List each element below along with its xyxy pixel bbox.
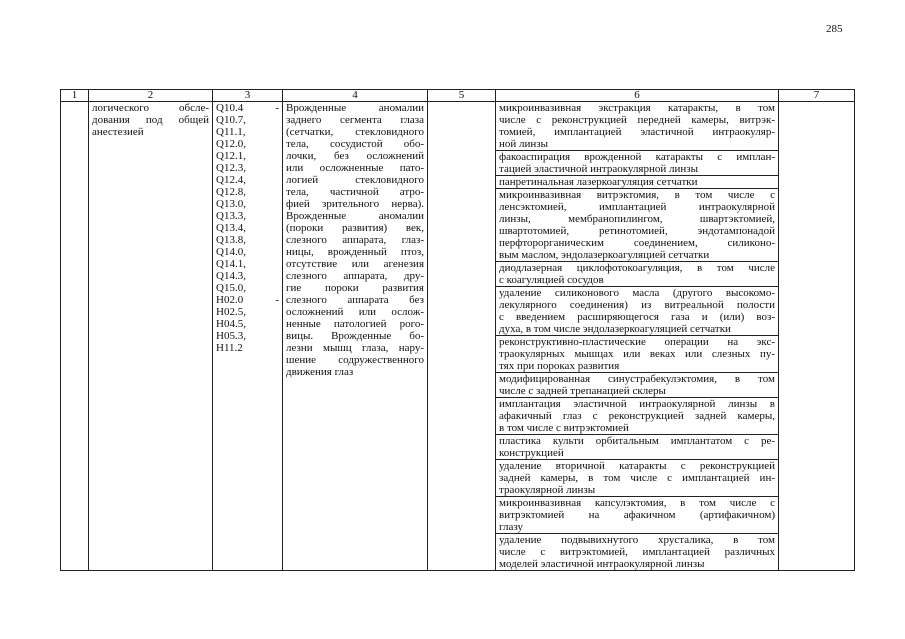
- method-line: факоаспирация врожденной катаракты с имплан-: [499, 151, 775, 163]
- column-number-7: 7: [779, 90, 855, 102]
- icd-code: [216, 222, 279, 234]
- method-line: удаление силиконового масла (другого высокомо-: [499, 287, 775, 299]
- icd-code: [216, 294, 279, 306]
- method-line: микроинвазивная витрэктомия, в том числе с: [499, 189, 775, 201]
- icd-code: [216, 234, 279, 246]
- icd-code: [216, 174, 279, 186]
- method-line: тацией эластичной интраокулярной линзы: [499, 163, 699, 175]
- diagnosis-line: Врожденные аномалии: [286, 210, 424, 222]
- method-line: удаление вторичной катаракты с реконструкцией: [499, 460, 775, 472]
- method-item: [496, 151, 778, 176]
- method-line: числе с задней трепанацией склеры: [499, 385, 666, 397]
- diagnosis-line: или осложненные пато-: [286, 162, 424, 174]
- column-number-2: 2: [89, 90, 213, 102]
- diagnosis-line: логией стекловидного: [286, 174, 424, 186]
- method-line: числе с витрэктомией, имплантацией различных: [499, 546, 775, 558]
- cell-icd-codes: [213, 102, 283, 571]
- method-line: конструкцией: [499, 447, 564, 459]
- procedure-name-line: дования под общей: [92, 114, 209, 126]
- method-line: швартотомией, ретинотомией, эндотампонадой: [499, 225, 775, 237]
- procedure-name-line: анестезией: [92, 126, 144, 138]
- method-line: с введением расширяющегося газа и (или) воз-: [499, 311, 775, 323]
- method-line: задней камеры, в том числе с имплантацией ин-: [499, 472, 775, 484]
- icd-code: [216, 114, 279, 126]
- icd-code-value: Q13.3,: [216, 210, 246, 222]
- method-line: с коагуляцией сосудов: [499, 274, 604, 286]
- icd-code: [216, 258, 279, 270]
- icd-code: [216, 270, 279, 282]
- diagnosis-line: (сетчатки, стекловидного: [286, 126, 424, 138]
- cell-norm: [779, 102, 855, 571]
- diagnosis-line: гие пороки развития: [286, 282, 424, 294]
- method-item: [496, 398, 778, 435]
- icd-code-value: Q11.1,: [216, 126, 246, 138]
- icd-code-dash: -: [275, 102, 279, 114]
- icd-code: [216, 318, 279, 330]
- diagnosis-line: слезного аппарата без: [286, 294, 424, 306]
- diagnosis-line: ненные патологией рого-: [286, 318, 424, 330]
- icd-code: [216, 138, 279, 150]
- cell-procedure-name: [89, 102, 213, 571]
- diagnosis-line: отсутствие или агенезия: [286, 258, 424, 270]
- table-header-row: [61, 90, 855, 102]
- icd-code-value: Q13.0,: [216, 198, 246, 210]
- method-line: лекулярного соединения) из витреальной полости: [499, 299, 775, 311]
- method-item: [496, 287, 778, 336]
- icd-code-value: Q12.3,: [216, 162, 246, 174]
- method-line: глазу: [499, 521, 523, 533]
- method-item: [496, 189, 778, 262]
- icd-code-value: Q13.8,: [216, 234, 246, 246]
- method-item: [496, 102, 778, 151]
- icd-code-value: Q10.7,: [216, 114, 246, 126]
- column-number-1: 1: [61, 90, 89, 102]
- cell-diagnosis-description: [283, 102, 428, 571]
- method-line: микроинвазивная капсулэктомия, в том числе с: [499, 497, 775, 509]
- diagnosis-line: фией зрительного нерва).: [286, 198, 424, 210]
- method-line: духа, в том числе эндолазеркоагуляцией сетчатки: [499, 323, 731, 335]
- icd-code-value: Q14.1,: [216, 258, 246, 270]
- diagnosis-line: (пороки развития) век,: [286, 222, 424, 234]
- method-item: [496, 534, 778, 570]
- method-line: диодлазерная циклофотокоагуляция, в том числе: [499, 262, 775, 274]
- method-line: пластика культи орбитальным имплантатом с ре-: [499, 435, 775, 447]
- icd-code: [216, 282, 279, 294]
- method-line: в том числе с витрэктомией: [499, 422, 629, 434]
- icd-code-value: H02.0: [216, 294, 244, 306]
- method-line: афакичный глаз с реконструкцией задней камеры,: [499, 410, 775, 422]
- diagnosis-line: ницы, врожденный птоз,: [286, 246, 424, 258]
- method-line: томией, имплантацией эластичной интраокуляр-: [499, 126, 775, 138]
- icd-code-value: Q12.8,: [216, 186, 246, 198]
- method-line: траокулярных мышцах или веках или слезных пу-: [499, 348, 775, 360]
- icd-code: [216, 330, 279, 342]
- diagnosis-line: вицы. Врожденные бо-: [286, 330, 424, 342]
- diagnosis-line: слезного аппарата, дру-: [286, 270, 424, 282]
- icd-code-value: Q14.0,: [216, 246, 246, 258]
- icd-code-value: Q13.4,: [216, 222, 246, 234]
- icd-code: [216, 246, 279, 258]
- method-line: ленсэктомией, имплантацией интраокулярной: [499, 201, 775, 213]
- icd-code: [216, 126, 279, 138]
- method-line: микроинвазивная экстракция катаракты, в том: [499, 102, 775, 114]
- method-item: [496, 497, 778, 534]
- diagnosis-line: шение содружественного: [286, 354, 424, 366]
- diagnosis-line: тела, сосудистой обо-: [286, 138, 424, 150]
- method-line: ной линзы: [499, 138, 549, 150]
- method-line: линзы, мембранопилингом, швартэктомией,: [499, 213, 775, 225]
- method-item: [496, 176, 778, 189]
- icd-code-value: Q10.4: [216, 102, 244, 114]
- method-line: удаление подвывихнутого хрусталика, в том: [499, 534, 775, 546]
- icd-code-dash: -: [275, 294, 279, 306]
- method-line: перфторорганическим соединением, силиконо-: [499, 237, 775, 249]
- column-number-4: 4: [283, 90, 428, 102]
- icd-code: [216, 342, 279, 354]
- diagnosis-line: движения глаз: [286, 366, 354, 378]
- icd-code: [216, 150, 279, 162]
- cell-methods-list: [496, 102, 779, 571]
- diagnosis-line: заднего сегмента глаза: [286, 114, 424, 126]
- icd-code-value: Q12.4,: [216, 174, 246, 186]
- diagnosis-line: лочки, без осложнений: [286, 150, 424, 162]
- icd-code: [216, 198, 279, 210]
- icd-code: [216, 186, 279, 198]
- column-number-6: 6: [496, 90, 779, 102]
- diagnosis-line: тела, частичной атро-: [286, 186, 424, 198]
- page-number: 285: [826, 23, 843, 35]
- procedures-table: [60, 89, 855, 571]
- diagnosis-line: слезного аппарата, глаз-: [286, 234, 424, 246]
- method-item: [496, 435, 778, 460]
- procedure-name-line: логического обсле-: [92, 102, 209, 114]
- column-number-5: 5: [428, 90, 496, 102]
- cell-number: [61, 102, 89, 571]
- icd-code-value: H02.5,: [216, 306, 246, 318]
- icd-code: [216, 102, 279, 114]
- diagnosis-line: Врожденные аномалии: [286, 102, 424, 114]
- table-row: [61, 102, 855, 571]
- method-item: [496, 373, 778, 398]
- icd-code-value: H05.3,: [216, 330, 246, 342]
- method-line: траокулярной линзы: [499, 484, 596, 496]
- method-line: реконструктивно-пластические операции на экс-: [499, 336, 775, 348]
- method-line: моделей эластичной интраокулярной линзы: [499, 558, 705, 570]
- method-line: числе с реконструкцией передней камеры, витрэк-: [499, 114, 775, 126]
- method-line: панретинальная лазеркоагуляция сетчатки: [499, 176, 698, 188]
- icd-code: [216, 210, 279, 222]
- icd-code-value: Q14.3,: [216, 270, 246, 282]
- method-item: [496, 262, 778, 287]
- icd-code-value: H04.5,: [216, 318, 246, 330]
- method-line: модифицированная синустрабекулэктомия, в том: [499, 373, 775, 385]
- method-item: [496, 460, 778, 497]
- icd-code: [216, 306, 279, 318]
- icd-code: [216, 162, 279, 174]
- icd-code-value: H11.2: [216, 342, 243, 354]
- method-line: витрэктомией на афакичном (артифакичном): [499, 509, 775, 521]
- method-line: тях при пороках развития: [499, 360, 620, 372]
- icd-code-value: Q12.0,: [216, 138, 246, 150]
- diagnosis-line: осложнений или ослож-: [286, 306, 424, 318]
- diagnosis-line: лезни мышц глаза, нару-: [286, 342, 424, 354]
- cell-treatment-type: [428, 102, 496, 571]
- method-line: имплантация эластичной интраокулярной линзы в: [499, 398, 775, 410]
- column-number-3: 3: [213, 90, 283, 102]
- method-line: вым маслом, эндолазеркоагуляцией сетчатки: [499, 249, 710, 261]
- method-item: [496, 336, 778, 373]
- icd-code-value: Q12.1,: [216, 150, 246, 162]
- icd-code-value: Q15.0,: [216, 282, 246, 294]
